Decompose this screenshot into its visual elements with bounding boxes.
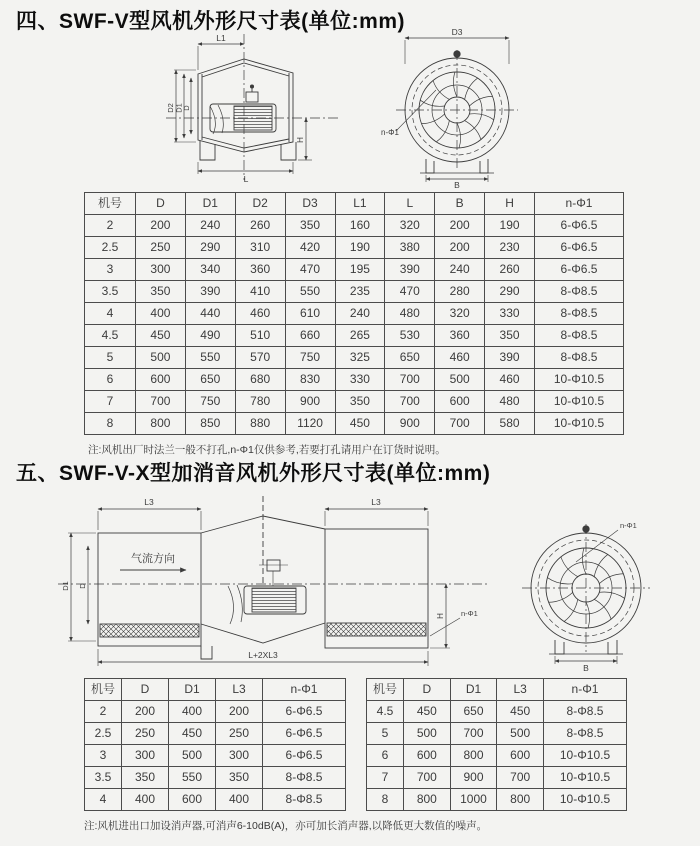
fan-side-view-drawing bbox=[138, 30, 366, 188]
table-cell: 8-Φ8.5 bbox=[544, 701, 627, 723]
table-cell: 10-Φ10.5 bbox=[535, 369, 624, 391]
table-cell: 450 bbox=[404, 701, 451, 723]
table-cell: 500 bbox=[497, 723, 544, 745]
column-header: D2 bbox=[235, 193, 285, 215]
table-cell: 470 bbox=[285, 259, 335, 281]
table-cell: 510 bbox=[235, 325, 285, 347]
table-cell: 3.5 bbox=[85, 767, 122, 789]
table-cell: 660 bbox=[285, 325, 335, 347]
table-row bbox=[85, 413, 624, 435]
table-cell: 830 bbox=[285, 369, 335, 391]
table-cell: 2 bbox=[85, 701, 122, 723]
column-header: D1 bbox=[185, 193, 235, 215]
table-cell: 1000 bbox=[450, 789, 497, 811]
dim-label-total-length: L+2XL3 bbox=[248, 650, 278, 660]
dim-label-l1: L1 bbox=[216, 33, 226, 43]
table-cell: 8-Φ8.5 bbox=[535, 347, 624, 369]
column-header: n-Φ1 bbox=[535, 193, 624, 215]
column-header: L3 bbox=[216, 679, 263, 701]
table-cell: 6 bbox=[85, 369, 136, 391]
table-cell: 600 bbox=[404, 745, 451, 767]
table-header-row bbox=[85, 679, 346, 701]
table-cell: 10-Φ10.5 bbox=[544, 767, 627, 789]
table-cell: 800 bbox=[450, 745, 497, 767]
table-cell: 480 bbox=[485, 391, 535, 413]
dim-label-n-phi1: n-Φ1 bbox=[461, 609, 478, 618]
table-row bbox=[85, 259, 624, 281]
table-cell: 380 bbox=[385, 237, 435, 259]
table-cell: 550 bbox=[169, 767, 216, 789]
table-cell: 680 bbox=[235, 369, 285, 391]
table-row bbox=[85, 325, 624, 347]
table-cell: 290 bbox=[485, 281, 535, 303]
swf-v-x-dimension-table-left bbox=[84, 678, 346, 811]
table-cell: 280 bbox=[435, 281, 485, 303]
table-cell: 900 bbox=[285, 391, 335, 413]
table-cell: 390 bbox=[385, 259, 435, 281]
table-cell: 780 bbox=[235, 391, 285, 413]
table-cell: 880 bbox=[235, 413, 285, 435]
table-cell: 4 bbox=[85, 789, 122, 811]
table-cell: 700 bbox=[404, 767, 451, 789]
table-row bbox=[85, 789, 346, 811]
table-row bbox=[367, 767, 627, 789]
table-cell: 330 bbox=[335, 369, 385, 391]
silencer-fan-front-view-drawing bbox=[500, 496, 670, 672]
fan-front-view-drawing bbox=[380, 26, 562, 190]
table-cell: 6 bbox=[367, 745, 404, 767]
column-header: 机号 bbox=[85, 679, 122, 701]
dim-label-d: D bbox=[78, 583, 87, 589]
table-cell: 2.5 bbox=[85, 237, 136, 259]
table-cell: 260 bbox=[235, 215, 285, 237]
table-cell: 235 bbox=[335, 281, 385, 303]
table-row bbox=[85, 745, 346, 767]
table-cell: 8-Φ8.5 bbox=[544, 723, 627, 745]
silencer-fan-side-view-drawing bbox=[56, 494, 490, 674]
table-cell: 6-Φ6.5 bbox=[263, 723, 346, 745]
table-cell: 240 bbox=[335, 303, 385, 325]
dim-label-l: L bbox=[243, 174, 249, 184]
table-cell: 550 bbox=[285, 281, 335, 303]
table-cell: 6-Φ6.5 bbox=[535, 237, 624, 259]
table-row bbox=[85, 347, 624, 369]
table-row bbox=[85, 369, 624, 391]
column-header: n-Φ1 bbox=[263, 679, 346, 701]
table-cell: 8 bbox=[85, 413, 136, 435]
table-cell: 500 bbox=[169, 745, 216, 767]
dim-label-b: B bbox=[454, 180, 460, 190]
dim-label-b: B bbox=[583, 663, 589, 672]
table-cell: 200 bbox=[435, 237, 485, 259]
swf-v-x-dimension-table-right bbox=[366, 678, 627, 811]
table-cell: 8-Φ8.5 bbox=[263, 789, 346, 811]
table-cell: 450 bbox=[335, 413, 385, 435]
table-cell: 350 bbox=[335, 391, 385, 413]
table-cell: 700 bbox=[385, 369, 435, 391]
table-cell: 700 bbox=[136, 391, 186, 413]
table-cell: 360 bbox=[235, 259, 285, 281]
table-cell: 400 bbox=[122, 789, 169, 811]
table-cell: 5 bbox=[85, 347, 136, 369]
table-cell: 10-Φ10.5 bbox=[544, 789, 627, 811]
table-row bbox=[367, 701, 627, 723]
column-header: D bbox=[122, 679, 169, 701]
table-cell: 800 bbox=[136, 413, 186, 435]
table-cell: 700 bbox=[435, 413, 485, 435]
table-cell: 490 bbox=[185, 325, 235, 347]
table-cell: 410 bbox=[235, 281, 285, 303]
table-cell: 320 bbox=[435, 303, 485, 325]
table-row bbox=[85, 281, 624, 303]
table-cell: 460 bbox=[485, 369, 535, 391]
table-cell: 8-Φ8.5 bbox=[535, 281, 624, 303]
table-cell: 325 bbox=[335, 347, 385, 369]
table-cell: 500 bbox=[404, 723, 451, 745]
table-cell: 850 bbox=[185, 413, 235, 435]
table-header-row bbox=[85, 193, 624, 215]
table-cell: 250 bbox=[122, 723, 169, 745]
table-cell: 750 bbox=[285, 347, 335, 369]
swf-v-dimension-table bbox=[84, 192, 624, 435]
dim-label-n-phi1: n-Φ1 bbox=[381, 128, 399, 137]
section4-note: 注:风机出厂时法兰一般不打孔,n-Φ1仅供参考,若要打孔请用户在订货时说明。 bbox=[88, 444, 446, 456]
column-header: B bbox=[435, 193, 485, 215]
table-cell: 450 bbox=[169, 723, 216, 745]
table-cell: 700 bbox=[385, 391, 435, 413]
table-cell: 600 bbox=[435, 391, 485, 413]
column-header: D1 bbox=[450, 679, 497, 701]
table-row bbox=[85, 237, 624, 259]
column-header: 机号 bbox=[367, 679, 404, 701]
airflow-direction-label: 气流方向 bbox=[131, 553, 175, 565]
column-header: H bbox=[485, 193, 535, 215]
table-cell: 390 bbox=[185, 281, 235, 303]
table-row bbox=[85, 701, 346, 723]
table-cell: 160 bbox=[335, 215, 385, 237]
table-cell: 310 bbox=[235, 237, 285, 259]
dim-label-l3-left: L3 bbox=[144, 497, 154, 507]
table-cell: 290 bbox=[185, 237, 235, 259]
section5-note: 注:风机进出口加设消声器,可消声6-10dB(A)，亦可加长消声器,以降低更大数值的噪声。 bbox=[84, 820, 488, 832]
table-cell: 360 bbox=[435, 325, 485, 347]
table-cell: 250 bbox=[216, 723, 263, 745]
table-cell: 5 bbox=[367, 723, 404, 745]
table-cell: 2 bbox=[85, 215, 136, 237]
table-cell: 300 bbox=[216, 745, 263, 767]
table-cell: 650 bbox=[450, 701, 497, 723]
dim-label-h: H bbox=[296, 137, 305, 143]
table-cell: 300 bbox=[136, 259, 186, 281]
table-cell: 530 bbox=[385, 325, 435, 347]
dim-label-d3: D3 bbox=[451, 27, 463, 37]
table-cell: 330 bbox=[485, 303, 535, 325]
table-cell: 580 bbox=[485, 413, 535, 435]
table-cell: 800 bbox=[404, 789, 451, 811]
table-cell: 200 bbox=[122, 701, 169, 723]
table-row bbox=[85, 723, 346, 745]
table-cell: 240 bbox=[185, 215, 235, 237]
table-cell: 260 bbox=[485, 259, 535, 281]
table-cell: 265 bbox=[335, 325, 385, 347]
table-cell: 195 bbox=[335, 259, 385, 281]
table-cell: 390 bbox=[485, 347, 535, 369]
table-cell: 440 bbox=[185, 303, 235, 325]
table-row bbox=[367, 745, 627, 767]
column-header: D3 bbox=[285, 193, 335, 215]
table-cell: 3.5 bbox=[85, 281, 136, 303]
table-cell: 300 bbox=[122, 745, 169, 767]
table-cell: 4 bbox=[85, 303, 136, 325]
table-cell: 8-Φ8.5 bbox=[535, 325, 624, 347]
table-cell: 10-Φ10.5 bbox=[544, 745, 627, 767]
table-cell: 350 bbox=[285, 215, 335, 237]
table-cell: 8 bbox=[367, 789, 404, 811]
table-cell: 6-Φ6.5 bbox=[535, 215, 624, 237]
table-row bbox=[85, 391, 624, 413]
table-cell: 450 bbox=[136, 325, 186, 347]
dim-label-l3-right: L3 bbox=[371, 497, 381, 507]
table-cell: 420 bbox=[285, 237, 335, 259]
table-cell: 7 bbox=[85, 391, 136, 413]
table-cell: 450 bbox=[497, 701, 544, 723]
table-cell: 4.5 bbox=[367, 701, 404, 723]
column-header: D1 bbox=[169, 679, 216, 701]
table-row bbox=[85, 767, 346, 789]
table-cell: 6-Φ6.5 bbox=[263, 745, 346, 767]
table-row bbox=[367, 789, 627, 811]
table-cell: 340 bbox=[185, 259, 235, 281]
column-header: L bbox=[385, 193, 435, 215]
table-cell: 400 bbox=[136, 303, 186, 325]
table-cell: 10-Φ10.5 bbox=[535, 413, 624, 435]
table-cell: 190 bbox=[485, 215, 535, 237]
table-cell: 200 bbox=[435, 215, 485, 237]
dim-label-n-phi1: n-Φ1 bbox=[620, 521, 637, 530]
table-cell: 6-Φ6.5 bbox=[263, 701, 346, 723]
table-cell: 6-Φ6.5 bbox=[535, 259, 624, 281]
table-cell: 200 bbox=[136, 215, 186, 237]
table-cell: 350 bbox=[216, 767, 263, 789]
table-cell: 200 bbox=[216, 701, 263, 723]
dim-label-h: H bbox=[436, 613, 445, 619]
table-cell: 400 bbox=[216, 789, 263, 811]
table-cell: 320 bbox=[385, 215, 435, 237]
column-header: D bbox=[404, 679, 451, 701]
table-cell: 480 bbox=[385, 303, 435, 325]
table-cell: 700 bbox=[450, 723, 497, 745]
dim-label-d1: D1 bbox=[174, 103, 184, 113]
table-cell: 8-Φ8.5 bbox=[263, 767, 346, 789]
table-cell: 650 bbox=[385, 347, 435, 369]
table-cell: 470 bbox=[385, 281, 435, 303]
table-cell: 7 bbox=[367, 767, 404, 789]
table-cell: 350 bbox=[122, 767, 169, 789]
table-header-row bbox=[367, 679, 627, 701]
table-cell: 500 bbox=[435, 369, 485, 391]
column-header: 机号 bbox=[85, 193, 136, 215]
table-cell: 550 bbox=[185, 347, 235, 369]
table-cell: 750 bbox=[185, 391, 235, 413]
table-cell: 240 bbox=[435, 259, 485, 281]
table-cell: 400 bbox=[169, 701, 216, 723]
table-cell: 800 bbox=[497, 789, 544, 811]
table-cell: 10-Φ10.5 bbox=[535, 391, 624, 413]
dim-label-d1: D1 bbox=[61, 581, 70, 591]
table-cell: 460 bbox=[435, 347, 485, 369]
column-header: L1 bbox=[335, 193, 385, 215]
table-cell: 600 bbox=[169, 789, 216, 811]
table-cell: 650 bbox=[185, 369, 235, 391]
table-row bbox=[367, 723, 627, 745]
table-row bbox=[85, 303, 624, 325]
table-cell: 4.5 bbox=[85, 325, 136, 347]
table-cell: 700 bbox=[497, 767, 544, 789]
table-cell: 230 bbox=[485, 237, 535, 259]
table-cell: 500 bbox=[136, 347, 186, 369]
table-cell: 350 bbox=[136, 281, 186, 303]
table-cell: 570 bbox=[235, 347, 285, 369]
table-row bbox=[85, 215, 624, 237]
table-cell: 900 bbox=[450, 767, 497, 789]
table-cell: 250 bbox=[136, 237, 186, 259]
table-cell: 610 bbox=[285, 303, 335, 325]
table-cell: 8-Φ8.5 bbox=[535, 303, 624, 325]
table-cell: 2.5 bbox=[85, 723, 122, 745]
table-cell: 1120 bbox=[285, 413, 335, 435]
table-cell: 3 bbox=[85, 259, 136, 281]
table-cell: 460 bbox=[235, 303, 285, 325]
section5-title: 五、SWF-V-X型加消音风机外形尺寸表(单位:mm) bbox=[16, 462, 491, 485]
table-cell: 600 bbox=[136, 369, 186, 391]
table-cell: 3 bbox=[85, 745, 122, 767]
table-cell: 350 bbox=[485, 325, 535, 347]
section4-title: 四、SWF-V型风机外形尺寸表(单位:mm) bbox=[16, 10, 405, 33]
column-header: D bbox=[136, 193, 186, 215]
table-cell: 600 bbox=[497, 745, 544, 767]
dim-label-d: D bbox=[182, 105, 191, 111]
column-header: L3 bbox=[497, 679, 544, 701]
table-cell: 190 bbox=[335, 237, 385, 259]
column-header: n-Φ1 bbox=[544, 679, 627, 701]
dim-label-d2: D2 bbox=[166, 103, 175, 113]
table-cell: 900 bbox=[385, 413, 435, 435]
